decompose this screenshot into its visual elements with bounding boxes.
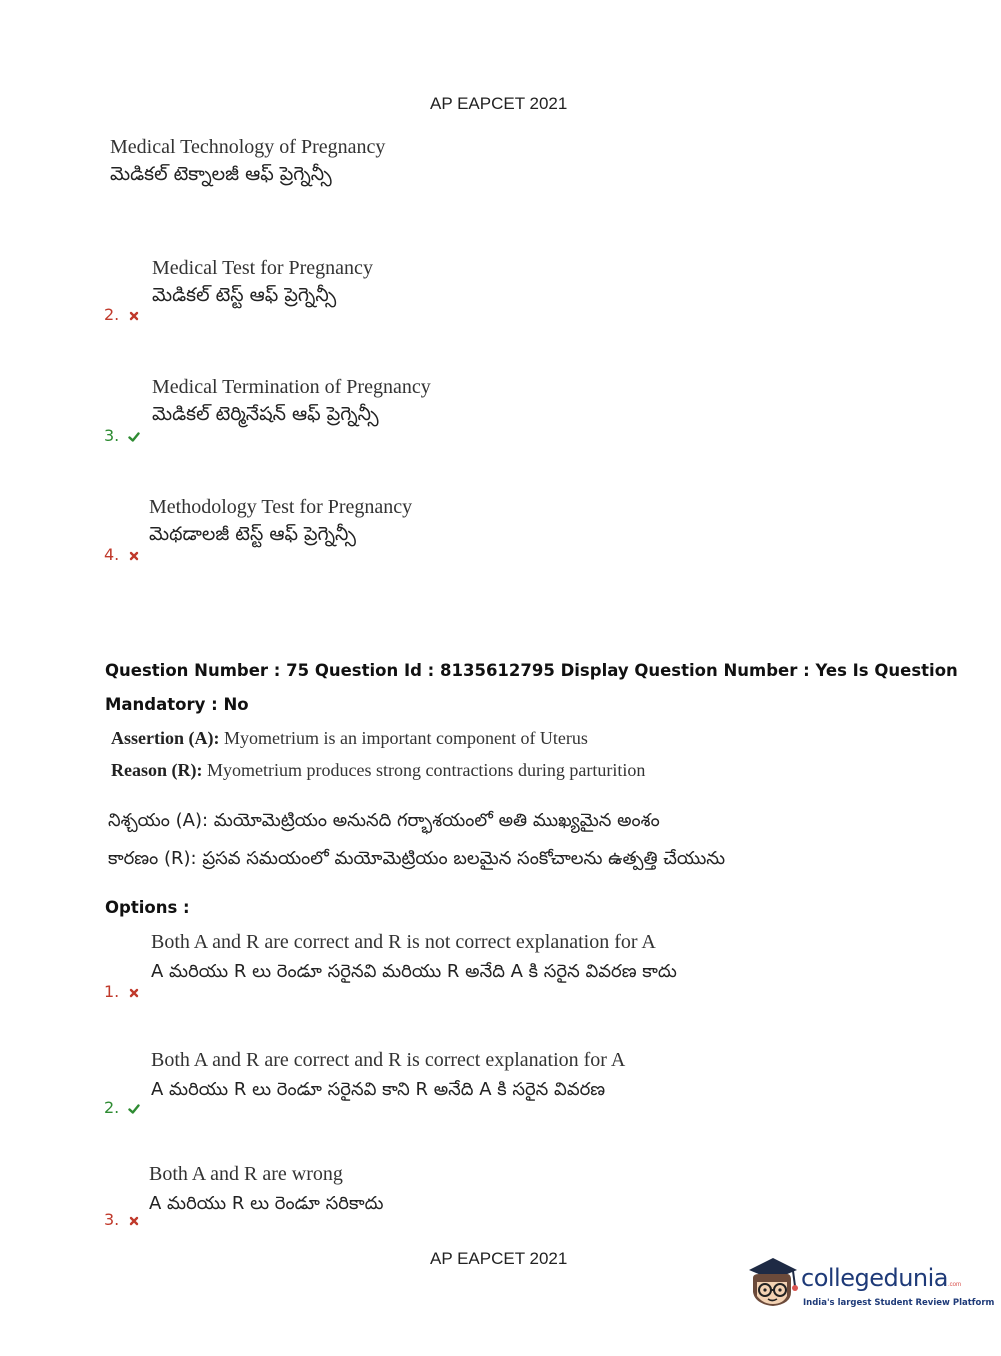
reason-text: Myometrium produces strong contractions during parturition bbox=[202, 760, 646, 780]
cross-icon bbox=[128, 310, 140, 322]
question-meta-line-1: Question Number : 75 Question Id : 8135612795 Display Question Number : Yes Is Question bbox=[105, 661, 958, 680]
option-text-te: A మరియు R లు రెండూ సరికాదు bbox=[149, 1193, 384, 1214]
option-number: 2. bbox=[104, 1098, 120, 1117]
prev-option-4 bbox=[149, 496, 412, 550]
cross-icon bbox=[128, 1215, 140, 1227]
prev-option-2 bbox=[152, 257, 373, 311]
cross-icon bbox=[128, 550, 140, 562]
assertion-label: Assertion (A): bbox=[111, 728, 220, 748]
option-number: 2. bbox=[104, 305, 120, 324]
reason-label: Reason (R): bbox=[111, 760, 203, 780]
option-number: 4. bbox=[104, 545, 120, 564]
cross-icon bbox=[128, 987, 140, 999]
option-number: 3. bbox=[104, 1210, 120, 1229]
options-label: Options : bbox=[105, 898, 190, 917]
brand-suffix: .com bbox=[948, 1282, 962, 1288]
reason-en bbox=[111, 760, 645, 781]
option-number-2 bbox=[104, 1098, 140, 1117]
brand-name: collegedunia bbox=[801, 1264, 949, 1292]
option-text-en: Medical Technology of Pregnancy bbox=[110, 136, 386, 158]
exam-title-header: AP EAPCET 2021 bbox=[430, 94, 568, 113]
assertion-te: నిశ్చయం (A): మయోమెట్రియం అనునది గర్భాశయంలో అతి ముఖ్యమైన అంశం bbox=[108, 810, 660, 831]
option-text-te: A మరియు R లు రెండూ సరైనవి కాని R అనేది A కి సరైన వివరణ bbox=[151, 1079, 606, 1100]
brand-wordmark bbox=[801, 1264, 961, 1292]
option-text-te: మెథడాలజీ టెస్ట్ ఆఫ్ ప్రెగ్నెన్సీ bbox=[149, 523, 356, 545]
mascot-icon bbox=[743, 1252, 801, 1312]
option-text-en: Both A and R are correct and R is correct explanation for A bbox=[151, 1049, 626, 1071]
collegedunia-logo bbox=[743, 1252, 995, 1322]
question-option-1 bbox=[151, 931, 677, 986]
option-text-te: మెడికల్ టెస్ట్ ఆఫ్ ప్రెగ్నెన్సీ bbox=[152, 284, 337, 306]
option-number-3 bbox=[104, 426, 140, 445]
option-text-te: మెడికల్ టెక్నాలజీ ఆఫ్ ప్రెగ్నెన్సీ bbox=[110, 163, 332, 185]
option-text-en: Methodology Test for Pregnancy bbox=[149, 496, 413, 518]
check-icon bbox=[128, 1103, 140, 1115]
option-text-te: A మరియు R లు రెండూ సరైనవి మరియు R అనేది A కి సరైన వివరణ కాదు bbox=[151, 961, 677, 982]
check-icon bbox=[128, 431, 140, 443]
option-text-en: Both A and R are wrong bbox=[149, 1163, 343, 1185]
option-text-en: Both A and R are correct and R is not correct explanation for A bbox=[151, 931, 656, 953]
assertion-en bbox=[111, 728, 588, 749]
reason-te: కారణం (R): ప్రసవ సమయంలో మయోమెట్రియం బలమైన సంకోచాలను ఉత్పత్తి చేయును bbox=[108, 848, 726, 869]
option-number: 1. bbox=[104, 982, 120, 1001]
prev-option-3 bbox=[152, 376, 431, 430]
option-number-2 bbox=[104, 305, 140, 324]
assertion-text: Myometrium is an important component of Uterus bbox=[219, 728, 588, 748]
option-number: 3. bbox=[104, 426, 120, 445]
exam-title-footer: AP EAPCET 2021 bbox=[430, 1249, 568, 1268]
option-number-3 bbox=[104, 1210, 140, 1229]
question-meta-line-2: Mandatory : No bbox=[105, 695, 249, 714]
option-number-4 bbox=[104, 545, 140, 564]
question-option-2 bbox=[151, 1049, 625, 1104]
brand-tagline: India's largest Student Review Platform bbox=[803, 1298, 995, 1308]
prev-option-1 bbox=[110, 136, 385, 190]
option-text-en: Medical Test for Pregnancy bbox=[152, 257, 373, 279]
option-text-te: మెడికల్ టెర్మినేషన్ ఆఫ్ ప్రెగ్నెన్సీ bbox=[152, 403, 379, 425]
option-text-en: Medical Termination of Pregnancy bbox=[152, 376, 431, 398]
option-number-1 bbox=[104, 982, 140, 1001]
question-option-3 bbox=[149, 1163, 384, 1218]
